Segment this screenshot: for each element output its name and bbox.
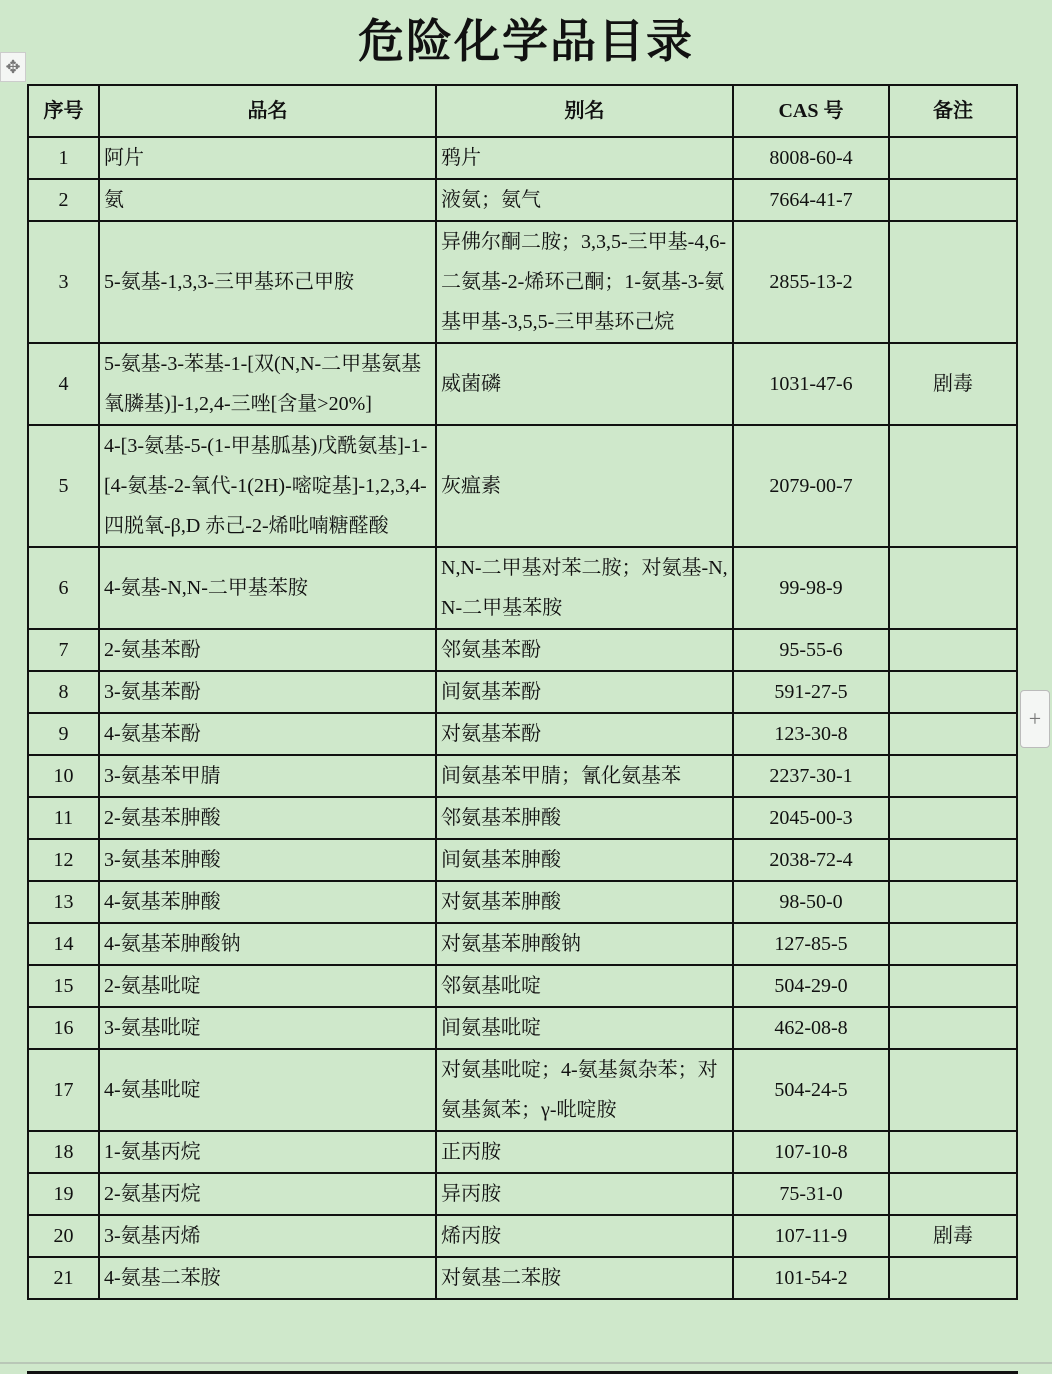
cell-cas: 2038-72-4: [733, 839, 889, 881]
cell-name: 3-氨基苯胂酸: [99, 839, 436, 881]
cell-no: 17: [28, 1049, 99, 1131]
table-header-row: [28, 85, 1017, 137]
table-row: [28, 179, 1017, 221]
cell-note: 剧毒: [889, 1215, 1017, 1257]
cell-note: [889, 547, 1017, 629]
page-title: 危险化学品目录: [358, 16, 694, 67]
cell-no: 5: [28, 425, 99, 547]
cell-note: [889, 179, 1017, 221]
table-row: [28, 425, 1017, 547]
table-row: [28, 881, 1017, 923]
cell-alias: N,N-二甲基对苯二胺；对氨基-N,N-二甲基苯胺: [436, 547, 733, 629]
cell-note: [889, 881, 1017, 923]
cell-cas: 504-29-0: [733, 965, 889, 1007]
table-row: [28, 1173, 1017, 1215]
table-row: [28, 965, 1017, 1007]
table-row: [28, 547, 1017, 629]
cell-note: 剧毒: [889, 343, 1017, 425]
cell-no: 6: [28, 547, 99, 629]
cell-name: 4-氨基苯酚: [99, 713, 436, 755]
cell-note: [889, 629, 1017, 671]
table-row: [28, 629, 1017, 671]
header-name: 品名: [99, 85, 436, 137]
cell-alias: 邻氨基苯酚: [436, 629, 733, 671]
cell-note: [889, 797, 1017, 839]
cell-no: 4: [28, 343, 99, 425]
cell-note: [889, 1007, 1017, 1049]
cell-note: [889, 1049, 1017, 1131]
table-row: [28, 1257, 1017, 1299]
cell-alias: 鸦片: [436, 137, 733, 179]
cell-name: 3-氨基苯酚: [99, 671, 436, 713]
cell-alias: 烯丙胺: [436, 1215, 733, 1257]
cell-note: [889, 713, 1017, 755]
header-alias: 别名: [436, 85, 733, 137]
cell-name: 3-氨基苯甲腈: [99, 755, 436, 797]
cell-name: 2-氨基苯胂酸: [99, 797, 436, 839]
cell-alias: 邻氨基苯胂酸: [436, 797, 733, 839]
table-row: [28, 137, 1017, 179]
cell-name: 3-氨基吡啶: [99, 1007, 436, 1049]
table-row: [28, 797, 1017, 839]
cell-name: 阿片: [99, 137, 436, 179]
cell-alias: 正丙胺: [436, 1131, 733, 1173]
cell-note: [889, 221, 1017, 343]
table-row: [28, 923, 1017, 965]
cell-name: 2-氨基丙烷: [99, 1173, 436, 1215]
cell-no: 9: [28, 713, 99, 755]
cell-cas: 107-11-9: [733, 1215, 889, 1257]
cell-no: 20: [28, 1215, 99, 1257]
cell-name: 4-氨基吡啶: [99, 1049, 436, 1131]
cell-no: 19: [28, 1173, 99, 1215]
cell-cas: 2045-00-3: [733, 797, 889, 839]
cell-note: [889, 425, 1017, 547]
cell-alias: 异佛尔酮二胺；3,3,5-三甲基-4,6-二氨基-2-烯环己酮；1-氨基-3-氨基甲基-3,5,5-三甲基环己烷: [436, 221, 733, 343]
header-cas: CAS 号: [733, 85, 889, 137]
plus-icon: +: [1028, 706, 1042, 731]
cell-no: 12: [28, 839, 99, 881]
cell-no: 15: [28, 965, 99, 1007]
cell-alias: 间氨基苯甲腈；氰化氨基苯: [436, 755, 733, 797]
cell-note: [889, 755, 1017, 797]
cell-no: 14: [28, 923, 99, 965]
table-row: [28, 1215, 1017, 1257]
cell-alias: 间氨基吡啶: [436, 1007, 733, 1049]
add-row-button[interactable]: [1020, 690, 1050, 748]
table-row: [28, 343, 1017, 425]
cell-note: [889, 965, 1017, 1007]
cell-no: 10: [28, 755, 99, 797]
cell-name: 2-氨基苯酚: [99, 629, 436, 671]
cell-no: 16: [28, 1007, 99, 1049]
cell-cas: 101-54-2: [733, 1257, 889, 1299]
cell-alias: 液氨；氨气: [436, 179, 733, 221]
cell-alias: 异丙胺: [436, 1173, 733, 1215]
cell-no: 18: [28, 1131, 99, 1173]
cell-cas: 99-98-9: [733, 547, 889, 629]
cell-name: 4-[3-氨基-5-(1-甲基胍基)戊酰氨基]-1-[4-氨基-2-氧代-1(2H)-嘧啶基]-1,2,3,4-四脱氧-β,D 赤己-2-烯吡喃糖醛酸: [99, 425, 436, 547]
cell-name: 4-氨基-N,N-二甲基苯胺: [99, 547, 436, 629]
cell-alias: 邻氨基吡啶: [436, 965, 733, 1007]
cell-cas: 8008-60-4: [733, 137, 889, 179]
cell-no: 21: [28, 1257, 99, 1299]
cell-cas: 2079-00-7: [733, 425, 889, 547]
cell-note: [889, 839, 1017, 881]
cell-cas: 2855-13-2: [733, 221, 889, 343]
table-row: [28, 713, 1017, 755]
cell-no: 1: [28, 137, 99, 179]
cell-no: 11: [28, 797, 99, 839]
cell-cas: 2237-30-1: [733, 755, 889, 797]
page-break-line: [0, 1362, 1052, 1364]
table-row: [28, 755, 1017, 797]
cell-alias: 威菌磷: [436, 343, 733, 425]
cell-note: [889, 671, 1017, 713]
cell-no: 13: [28, 881, 99, 923]
cell-cas: 591-27-5: [733, 671, 889, 713]
table-row: [28, 221, 1017, 343]
table-row: [28, 1007, 1017, 1049]
cell-cas: 462-08-8: [733, 1007, 889, 1049]
cell-alias: 对氨基吡啶；4-氨基氮杂苯；对氨基氮苯；γ-吡啶胺: [436, 1049, 733, 1131]
cell-cas: 95-55-6: [733, 629, 889, 671]
table-row: [28, 1049, 1017, 1131]
cell-cas: 107-10-8: [733, 1131, 889, 1173]
cell-name: 1-氨基丙烷: [99, 1131, 436, 1173]
table-row: [28, 671, 1017, 713]
cell-name: 4-氨基苯胂酸钠: [99, 923, 436, 965]
cell-cas: 127-85-5: [733, 923, 889, 965]
cell-name: 5-氨基-3-苯基-1-[双(N,N-二甲基氨基氧膦基)]-1,2,4-三唑[含量>20%]: [99, 343, 436, 425]
cell-no: 2: [28, 179, 99, 221]
cell-alias: 对氨基二苯胺: [436, 1257, 733, 1299]
cell-note: [889, 137, 1017, 179]
cell-cas: 75-31-0: [733, 1173, 889, 1215]
cell-name: 3-氨基丙烯: [99, 1215, 436, 1257]
cell-name: 5-氨基-1,3,3-三甲基环己甲胺: [99, 221, 436, 343]
cell-note: [889, 923, 1017, 965]
cell-alias: 对氨基苯胂酸钠: [436, 923, 733, 965]
header-no: 序号: [28, 85, 99, 137]
cell-no: 3: [28, 221, 99, 343]
cell-note: [889, 1257, 1017, 1299]
cell-note: [889, 1173, 1017, 1215]
cell-cas: 98-50-0: [733, 881, 889, 923]
cell-alias: 对氨基苯酚: [436, 713, 733, 755]
cell-alias: 灰瘟素: [436, 425, 733, 547]
cell-name: 氨: [99, 179, 436, 221]
table-row: [28, 839, 1017, 881]
table-row: [28, 1131, 1017, 1173]
cell-note: [889, 1131, 1017, 1173]
cell-name: 2-氨基吡啶: [99, 965, 436, 1007]
move-icon: ✥: [5, 57, 21, 77]
cell-cas: 123-30-8: [733, 713, 889, 755]
chemicals-table: [27, 84, 1018, 1300]
cell-cas: 1031-47-6: [733, 343, 889, 425]
cell-name: 4-氨基苯胂酸: [99, 881, 436, 923]
cell-alias: 间氨基苯胂酸: [436, 839, 733, 881]
header-note: 备注: [889, 85, 1017, 137]
cell-no: 8: [28, 671, 99, 713]
cell-name: 4-氨基二苯胺: [99, 1257, 436, 1299]
cell-no: 7: [28, 629, 99, 671]
cell-cas: 504-24-5: [733, 1049, 889, 1131]
table-move-handle[interactable]: [0, 52, 26, 82]
cell-alias: 间氨基苯酚: [436, 671, 733, 713]
cell-alias: 对氨基苯胂酸: [436, 881, 733, 923]
cell-cas: 7664-41-7: [733, 179, 889, 221]
